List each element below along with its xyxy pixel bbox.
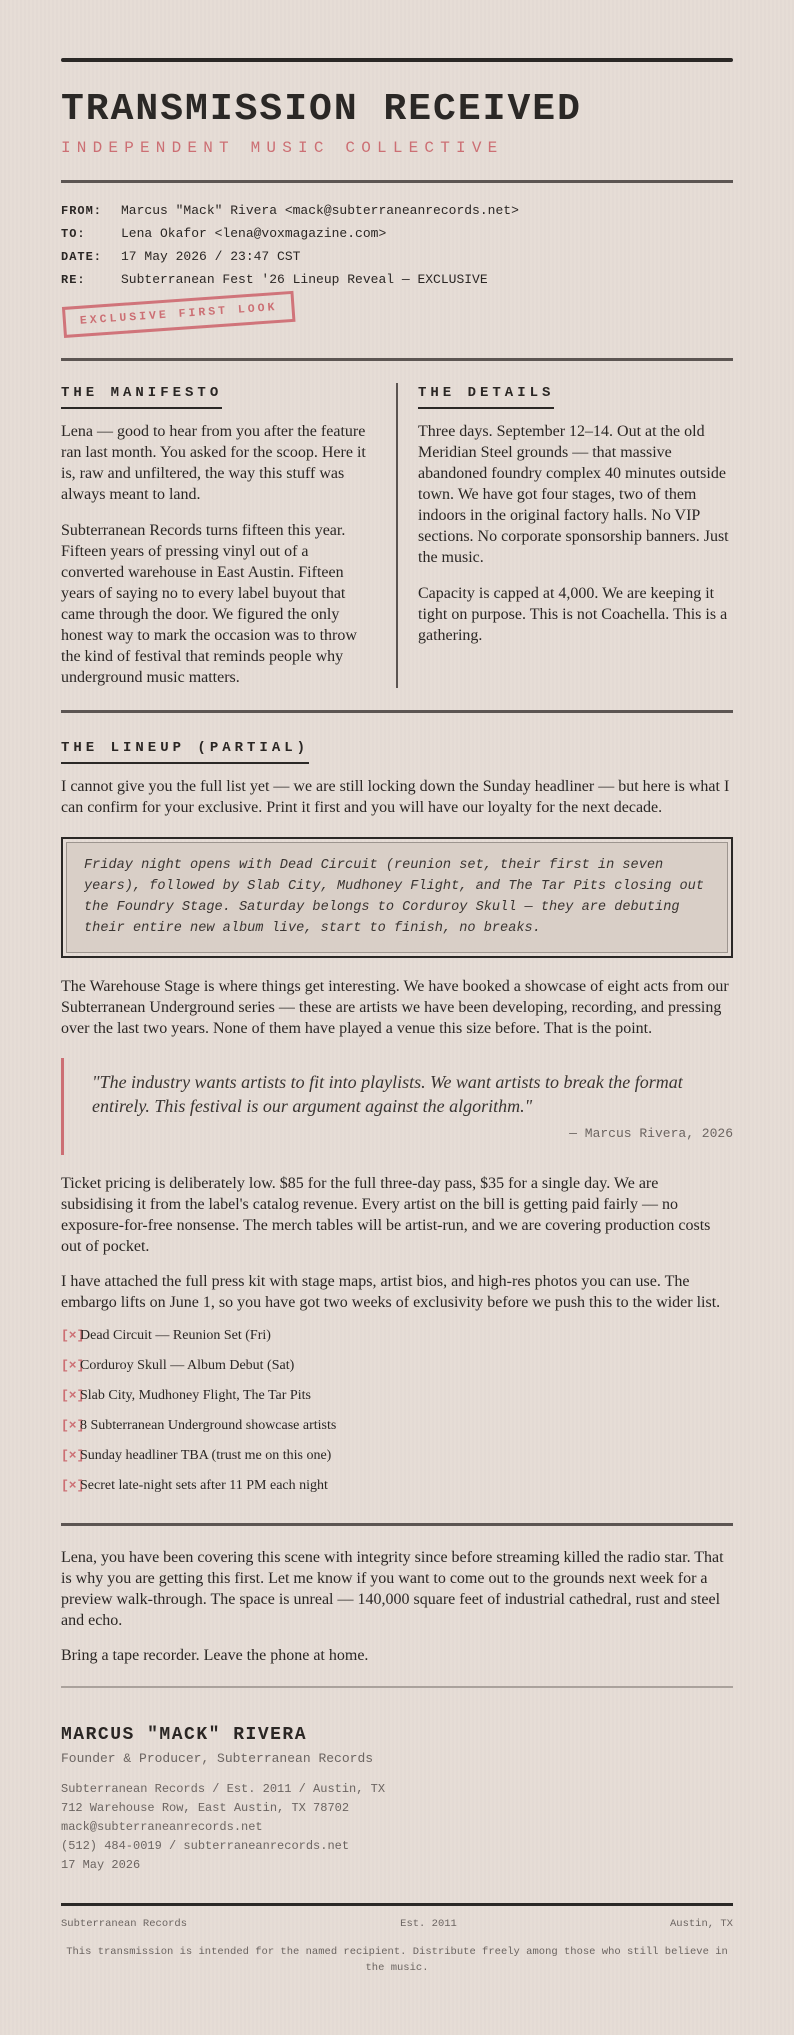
signature-details [61,1780,733,1875]
signature-line: mack@subterraneanrecords.net [61,1820,263,1834]
to-value: Lena Okafor <lena@voxmagazine.com> [121,226,387,241]
date-label: DATE: [61,250,103,264]
pull-quote [61,1058,733,1155]
lineup-heading-wrap [61,738,733,764]
divider [61,180,733,183]
checkbox-mark-icon: [×] [61,1328,85,1343]
details-column [398,383,733,688]
list-item [61,1417,733,1447]
lineup-intro: I cannot give you the full list yet — we are still locking down the Sunday headliner — but here is what I can confirm for your exclusive. Print it first and you will have our loyalty for the next decade. [61,778,730,816]
closing-paragraph: Bring a tape recorder. Leave the phone at home. [61,1647,369,1664]
message-header [61,203,733,295]
signature-line: 17 May 2026 [61,1858,141,1872]
to-row [61,226,733,249]
lineup-box-text: Friday night opens with Dead Circuit (reunion set, their first in seven years), followed by Slab City, Mudhoney Flight, and The Tar Pits closing out the Foundry Stage. Saturday belongs to Corduroy Skull — they are debuting their entire new album live, start to finish, no breaks. [66,842,728,953]
list-item-text: 8 Subterranean Underground showcase artists [80,1418,337,1433]
divider [61,1523,733,1526]
list-item [61,1447,733,1477]
lineup-heading: THE LINEUP (PARTIAL) [61,740,309,764]
signature-line: (512) 484-0019 / subterraneanrecords.net [61,1839,350,1853]
lineup-checklist [61,1327,733,1507]
page-title: TRANSMISSION RECEIVED [61,88,582,131]
list-item [61,1327,733,1357]
footer-center: Est. 2011 [400,1918,457,1930]
presskit-paragraph: I have attached the full press kit with stage maps, artist bios, and high-res photos you can use. The embargo lifts on June 1, so you have got two weeks of exclusivity before we push this to the wider list. [61,1273,721,1311]
manifesto-heading: THE MANIFESTO [61,385,222,409]
divider [61,358,733,361]
top-rule [61,58,733,62]
details-heading: THE DETAILS [418,385,554,409]
manifesto-column [61,383,398,688]
checkbox-mark-icon: [×] [61,1388,85,1403]
checkbox-mark-icon: [×] [61,1358,85,1373]
closing-paragraph: Lena, you have been covering this scene with integrity since before streaming killed the radio star. That is why you are getting this first. Let me know if you want to come out to the grounds next week for a preview walk-through. The space is unreal — 140,000 square feet of industrial cathedral, rust and steel and echo. [61,1549,724,1629]
list-item-text: Dead Circuit — Reunion Set (Fri) [80,1328,271,1343]
date-value: 17 May 2026 / 23:47 CST [121,249,301,264]
checkbox-mark-icon: [×] [61,1448,85,1463]
footer-left: Subterranean Records [61,1918,188,1930]
list-item [61,1387,733,1417]
to-label: TO: [61,227,86,241]
exclusive-stamp: EXCLUSIVE FIRST LOOK [62,291,296,338]
footer [61,1918,733,1930]
pull-quote-text: "The industry wants artists to fit into playlists. We want artists to break the format entirely. This festival is our argument against the algorithm." [92,1072,683,1116]
details-paragraph: Capacity is capped at 4,000. We are keeping it tight on purpose. This is not Coachella. This is a gathering. [418,585,728,644]
page-subtitle: INDEPENDENT MUSIC COLLECTIVE [61,139,504,157]
manifesto-paragraph: Lena — good to hear from you after the feature ran last month. You asked for the scoop. Here it is, raw and unfiltered, the way this stuff was always meant to land. [61,423,366,503]
manifesto-paragraph: Subterranean Records turns fifteen this year. Fifteen years of pressing vinyl out of a converted warehouse in East Austin. Fifteen years of saying no to every label buyout that came through the door. We figured the only honest way to mark the occasion was to throw the kind of festival that reminds people why underground music matters. [61,522,357,686]
subject-value: Subterranean Fest '26 Lineup Reveal — EXCLUSIVE [121,272,488,287]
checkbox-mark-icon: [×] [61,1478,85,1493]
two-column-section [61,383,733,688]
footer-note: This transmission is intended for the named recipient. Distribute freely among those who still believe in the music. [66,1946,728,1974]
list-item-text: Sunday headliner TBA (trust me on this one) [80,1448,332,1463]
footer-right: Austin, TX [669,1918,733,1930]
signature-role: Founder & Producer, Subterranean Records [61,1751,374,1766]
list-item-text: Corduroy Skull — Album Debut (Sat) [80,1358,295,1373]
signature-name: MARCUS "MACK" RIVERA [61,1725,308,1745]
list-item-text: Slab City, Mudhoney Flight, The Tar Pits [80,1388,311,1403]
signature-line: 712 Warehouse Row, East Austin, TX 78702 [61,1801,350,1815]
letter-page [61,0,733,1976]
pricing-paragraph: Ticket pricing is deliberately low. $85 for the full three-day pass, $35 for a single day. We are subsidising it from the label's catalog revenue. Every artist on the bill is getting paid fairly — no exposure-for-free nonsense. The merch tables will be artist-run, and we are covering production costs out of pocket. [61,1175,711,1255]
subject-label: RE: [61,273,86,287]
signature-line: Subterranean Records / Est. 2011 / Austin, TX [61,1782,386,1796]
details-paragraph: Three days. September 12–14. Out at the old Meridian Steel grounds — that massive abandoned foundry complex 40 minutes outside town. We have got four stages, two of them indoors in the original factory halls. No VIP sections. No corporate sponsorship banners. Just the music. [418,423,729,566]
from-value: Marcus "Mack" Rivera <mack@subterraneanrecords.net> [121,203,519,218]
list-item-text: Secret late-night sets after 11 PM each night [80,1478,328,1493]
footer-rule [61,1903,733,1906]
pull-quote-attribution: — Marcus Rivera, 2026 [569,1126,733,1141]
list-item [61,1357,733,1387]
date-row [61,249,733,272]
warehouse-paragraph: The Warehouse Stage is where things get interesting. We have booked a showcase of eight acts from our Subterranean Underground series — these are artists we have been developing, recording, and pressing over the last two years. None of them have played a venue this size before. That is the point. [61,978,729,1037]
from-label: FROM: [61,204,103,218]
from-row [61,203,733,226]
subject-row [61,272,733,295]
divider [61,1686,733,1688]
checkbox-mark-icon: [×] [61,1418,85,1433]
list-item [61,1477,733,1507]
lineup-box [61,837,733,958]
divider [61,710,733,713]
